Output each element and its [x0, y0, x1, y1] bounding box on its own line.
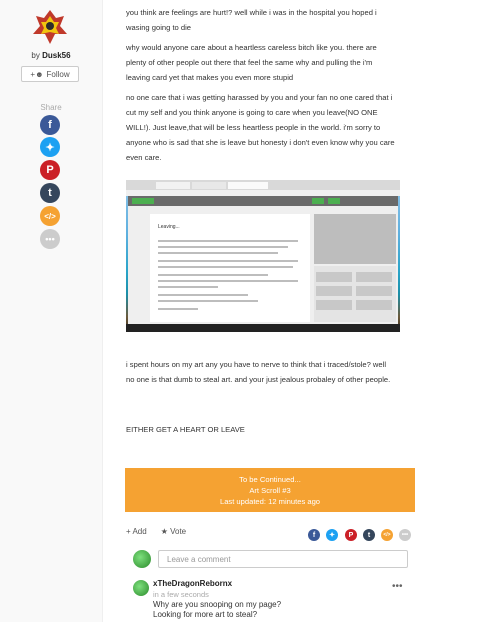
to-be-continued-banner[interactable]: [125, 468, 415, 512]
more-icon[interactable]: •••: [399, 529, 411, 541]
comment-line: Looking for more art to steal?: [153, 610, 258, 619]
commenter-name[interactable]: xTheDragonRebornx: [153, 579, 233, 588]
comment-time: in a few seconds: [153, 590, 209, 599]
embed-icon[interactable]: </>: [40, 206, 60, 226]
comment-placeholder: Leave a comment: [167, 554, 231, 564]
add-user-icon: +☻: [30, 69, 44, 79]
embed-icon[interactable]: </>: [381, 529, 393, 541]
star-icon: ★: [160, 527, 168, 536]
comment-input[interactable]: [158, 550, 408, 568]
vote-button[interactable]: ★ Vote: [160, 527, 187, 536]
twitter-icon[interactable]: ✦: [40, 137, 60, 157]
comment-line: Why are you snooping on my page?: [153, 600, 282, 609]
pinterest-icon[interactable]: P: [345, 529, 357, 541]
story-paragraph: you think are feelings are hurt!? well while i was in the hospital you hoped i wasing going to die: [126, 8, 377, 32]
author-name-link[interactable]: Dusk56: [42, 51, 71, 60]
follow-button[interactable]: [21, 66, 79, 82]
story-paragraph: why would anyone care about a heartless careless bitch like you. there are plenty of other people out there that feel the same why and pulling the i'm leaving card yet that makes you even more stupid: [126, 43, 377, 82]
more-icon[interactable]: •••: [40, 229, 60, 249]
comment-options-icon[interactable]: •••: [392, 581, 403, 592]
twitter-icon[interactable]: ✦: [326, 529, 338, 541]
story-paragraph: no one care that i was getting harassed by you and your fan no one cared that i cut my self and you think anyone is going to care when you leave(NO ONE WILL!). Just leave,that will be less heartless people in the world. i'm sorry to anyone who is sad that she is leave but honesty i don't even know why you care even care.: [126, 93, 395, 162]
author-byline: [0, 51, 102, 60]
share-label: Share: [40, 103, 62, 112]
follow-label: Follow: [46, 69, 70, 79]
current-user-avatar: [133, 550, 151, 568]
next-part-title: Art Scroll #3: [249, 485, 291, 495]
facebook-icon[interactable]: f: [308, 529, 320, 541]
story-paragraph: i spent hours on my art any you have to nerve to think that i traced/stole? well no one is that dumb to steal art. and your just jealous probaley of other people.: [126, 360, 391, 384]
author-avatar[interactable]: [31, 8, 69, 46]
comment-text: [153, 600, 281, 620]
add-button[interactable]: + Add: [126, 527, 147, 536]
continued-text: To be Continued...: [239, 474, 301, 484]
story-actions: [126, 527, 186, 536]
plus-icon: +: [126, 527, 131, 536]
author-sidebar: [0, 0, 103, 622]
pinterest-icon[interactable]: P: [40, 160, 60, 180]
embedded-page-heading: Leaving...: [158, 224, 180, 230]
story-paragraph: EITHER GET A HEART OR LEAVE: [126, 425, 245, 434]
last-updated-text: Last updated: 12 minutes ago: [219, 496, 321, 506]
tumblr-icon[interactable]: t: [363, 529, 375, 541]
tumblr-icon[interactable]: t: [40, 183, 60, 203]
browser-window-graphic: [126, 180, 400, 332]
embedded-screenshot-image: [126, 180, 400, 332]
commenter-avatar[interactable]: [133, 580, 149, 596]
by-prefix: by: [31, 51, 40, 60]
facebook-icon[interactable]: f: [40, 115, 60, 135]
